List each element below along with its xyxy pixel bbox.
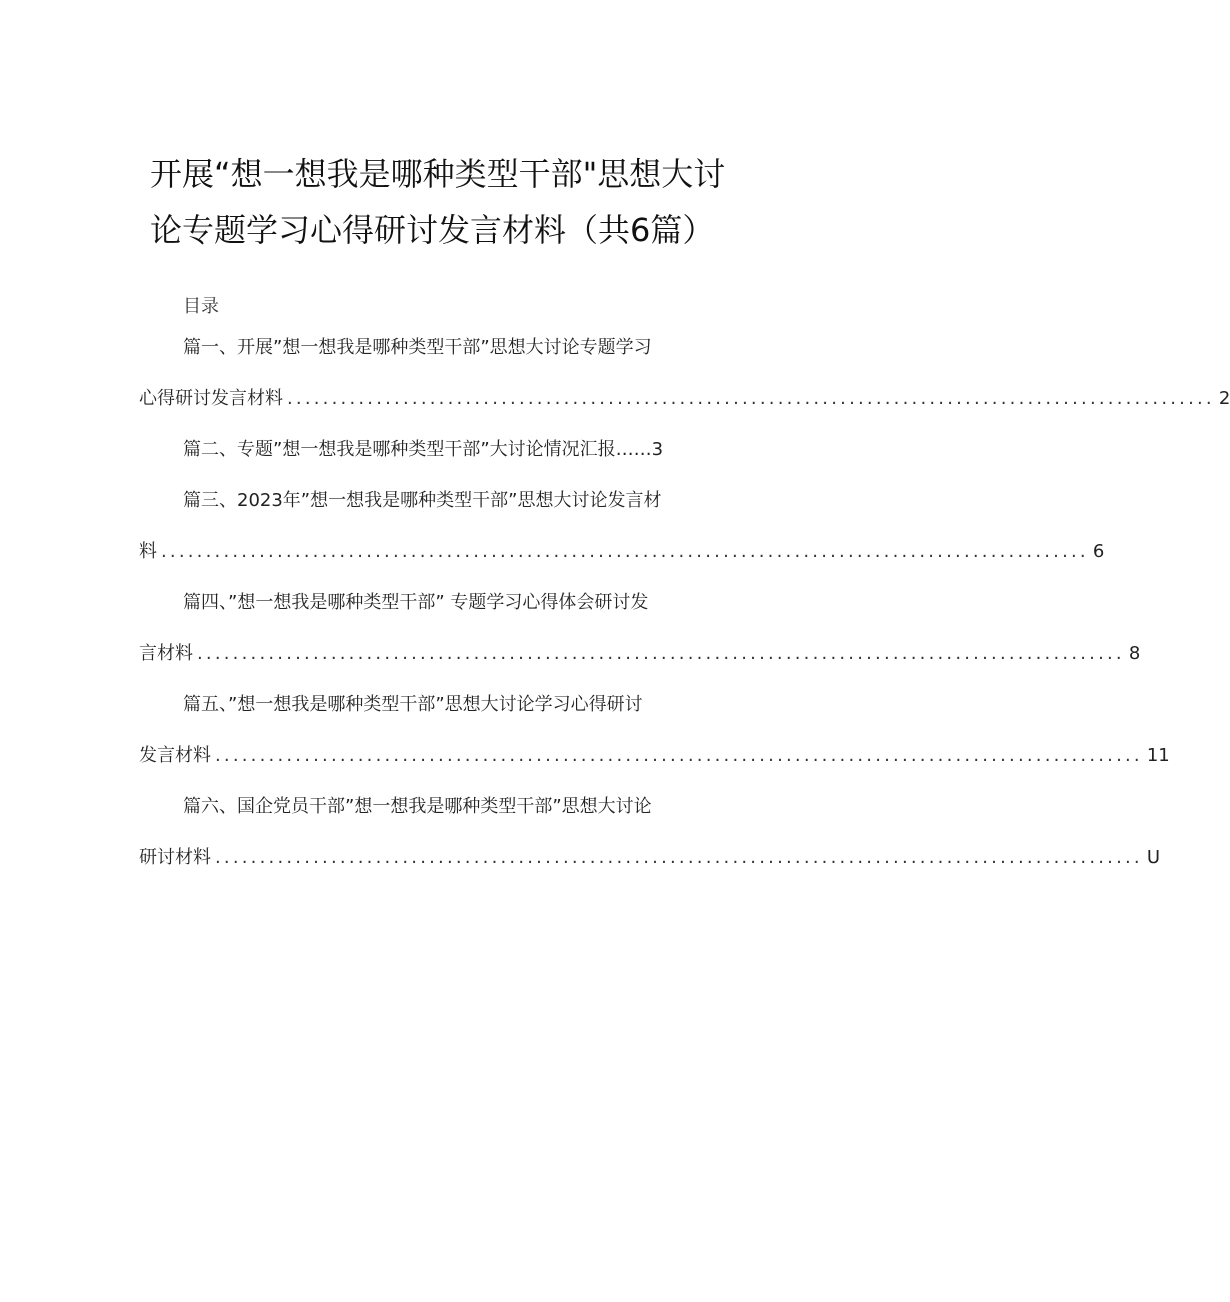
toc-entry-6[interactable] bbox=[139, 794, 1161, 871]
title-line-2: 论专题学习心得研讨发言材料（共6篇） bbox=[150, 211, 715, 249]
toc-entry-title-cont: 心得研讨发言材料 bbox=[139, 388, 283, 409]
toc-entry-title: 篇一、开展”想一想我是哪种类型干部”思想大讨论专题学习 bbox=[183, 337, 652, 358]
dot-leader: ........................................................................................................ bbox=[215, 745, 1143, 766]
table-of-contents bbox=[139, 335, 1230, 871]
toc-entry-title: 篇四、”想一想我是哪种类型干部” 专题学习心得体会研讨发 bbox=[183, 592, 649, 613]
toc-entry-title-cont: 发言材料 bbox=[139, 745, 211, 766]
dot-leader: ........................................................................................................ bbox=[197, 643, 1125, 664]
toc-page-number: 6 bbox=[1092, 541, 1105, 562]
toc-entry-title: 篇三、2023年”想一想我是哪种类型干部”思想大讨论发言材 bbox=[183, 490, 662, 511]
toc-heading: 目录 bbox=[183, 296, 219, 317]
toc-entry-1[interactable] bbox=[139, 335, 1230, 412]
toc-page-number: 2 bbox=[1218, 388, 1230, 409]
toc-page-number: U bbox=[1146, 847, 1161, 868]
toc-entry-3[interactable] bbox=[139, 488, 1105, 565]
dot-leader: ........................................................................................................ bbox=[215, 847, 1143, 868]
toc-entry-title-cont: 研讨材料 bbox=[139, 847, 211, 868]
toc-entry-2[interactable] bbox=[139, 437, 779, 463]
toc-entry-title: 篇六、国企党员干部”想一想我是哪种类型干部”思想大讨论 bbox=[183, 796, 652, 817]
dot-leader: ........................................................................................................ bbox=[287, 388, 1215, 409]
toc-entry-5[interactable] bbox=[139, 692, 1170, 769]
toc-entry-title-cont: 言材料 bbox=[139, 643, 193, 664]
title-line-1: 开展“想一想我是哪种类型干部"思想大讨 bbox=[150, 155, 726, 193]
document-title bbox=[150, 146, 790, 258]
toc-entry-4[interactable] bbox=[139, 590, 1141, 667]
toc-page-number: 11 bbox=[1146, 745, 1170, 766]
toc-entry-title: 篇五、”想一想我是哪种类型干部”思想大讨论学习心得研讨 bbox=[183, 694, 643, 715]
toc-entry-title-cont: 料 bbox=[139, 541, 157, 562]
toc-entry-title: 篇二、专题”想一想我是哪种类型干部”大讨论情况汇报……3 bbox=[183, 439, 664, 460]
toc-page-number: 8 bbox=[1128, 643, 1141, 664]
dot-leader: ........................................................................................................ bbox=[161, 541, 1089, 562]
